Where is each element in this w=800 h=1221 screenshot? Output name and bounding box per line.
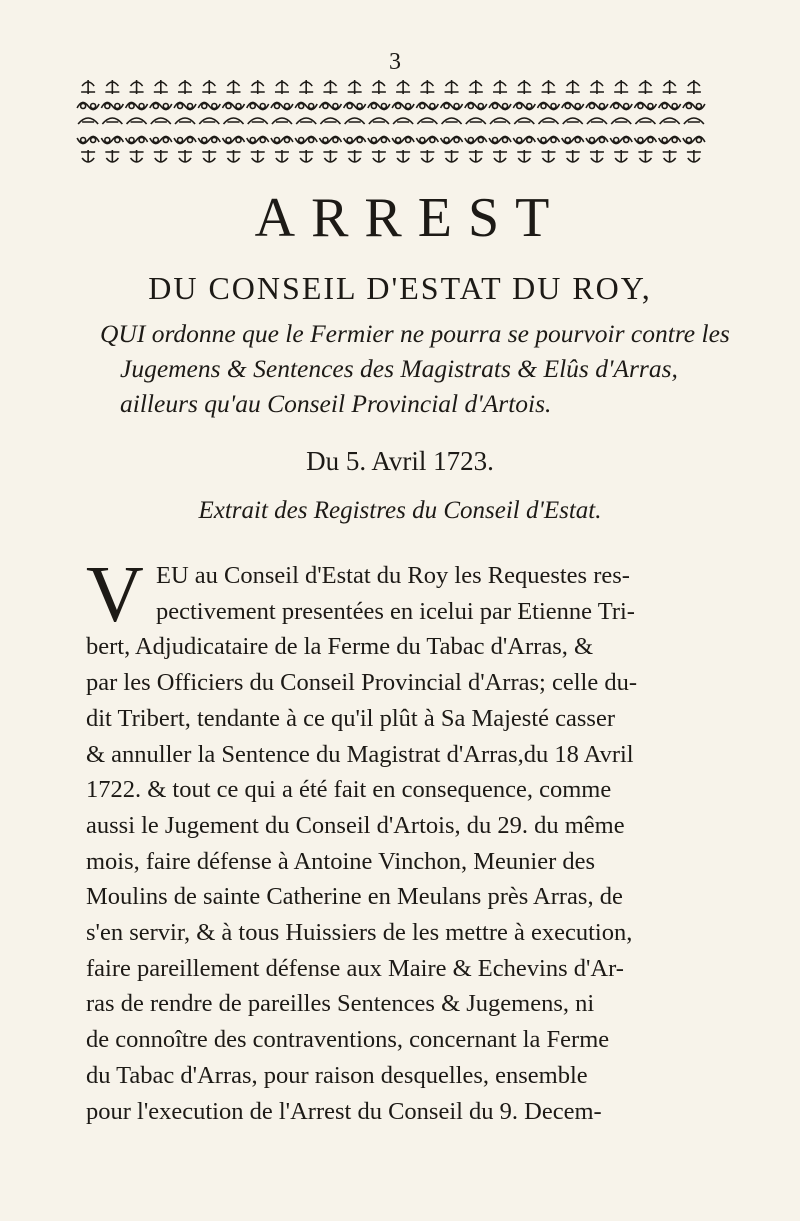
body-line: EU au Conseil d'Estat du Roy les Requestes res- <box>156 562 630 589</box>
summary-line: Jugemens & Sentences des Magistrats & Elûs d'Arras, <box>120 354 678 383</box>
body-line: Moulins de sainte Catherine en Meulans près Arras, de <box>86 883 623 911</box>
body-line: pour l'execution de l'Arrest du Conseil du 9. Decem- <box>86 1097 602 1125</box>
body-line: mois, faire défense à Antoine Vinchon, Meunier des <box>86 847 596 875</box>
body-line: s'en servir, & à tous Huissiers de les mettre à execution, <box>86 919 633 947</box>
body-line: pectivement presentées en icelui par Etienne Tri- <box>156 597 635 625</box>
summary-line: QUI ordonne que le Fermier ne pourra se pourvoir contre les <box>100 319 730 348</box>
page-number: 3 <box>389 49 401 75</box>
body-line: aussi le Jugement du Conseil d'Artois, du 29. du même <box>86 811 625 839</box>
document-title: ARREST <box>254 187 566 249</box>
body-line: bert, Adjudicataire de la Ferme du Tabac d'Arras, & <box>86 633 594 661</box>
body-text <box>86 551 716 1129</box>
drop-cap-letter: V <box>86 551 144 639</box>
document-subtitle: DU CONSEIL D'ESTAT DU ROY, <box>148 270 652 306</box>
body-line: 1722. & tout ce qui a été fait en consequence, comme <box>86 776 612 804</box>
body-line: de connoître des contraventions, concernant la Ferme <box>86 1026 610 1054</box>
summary-line: ailleurs qu'au Conseil Provincial d'Artois. <box>120 389 552 418</box>
body-line: faire pareillement défense aux Maire & Echevins d'Ar- <box>86 954 624 982</box>
body-line: du Tabac d'Arras, pour raison desquelles, ensemble <box>86 1061 588 1089</box>
document-date: Du 5. Avril 1723. <box>306 446 494 476</box>
document-summary <box>100 316 730 421</box>
body-line: ras de rendre de pareilles Sentences & Jugemens, ni <box>86 990 595 1018</box>
extract-heading: Extrait des Registres du Conseil d'Estat. <box>198 497 602 524</box>
body-line: & annuller la Sentence du Magistrat d'Arras,du 18 Avril <box>86 740 634 768</box>
body-line: dit Tribert, tendante à ce qu'il plût à Sa Majesté casser <box>86 704 615 732</box>
decorative-header-ornament <box>76 78 706 164</box>
body-line: par les Officiers du Conseil Provincial d'Arras; celle du- <box>86 669 637 697</box>
